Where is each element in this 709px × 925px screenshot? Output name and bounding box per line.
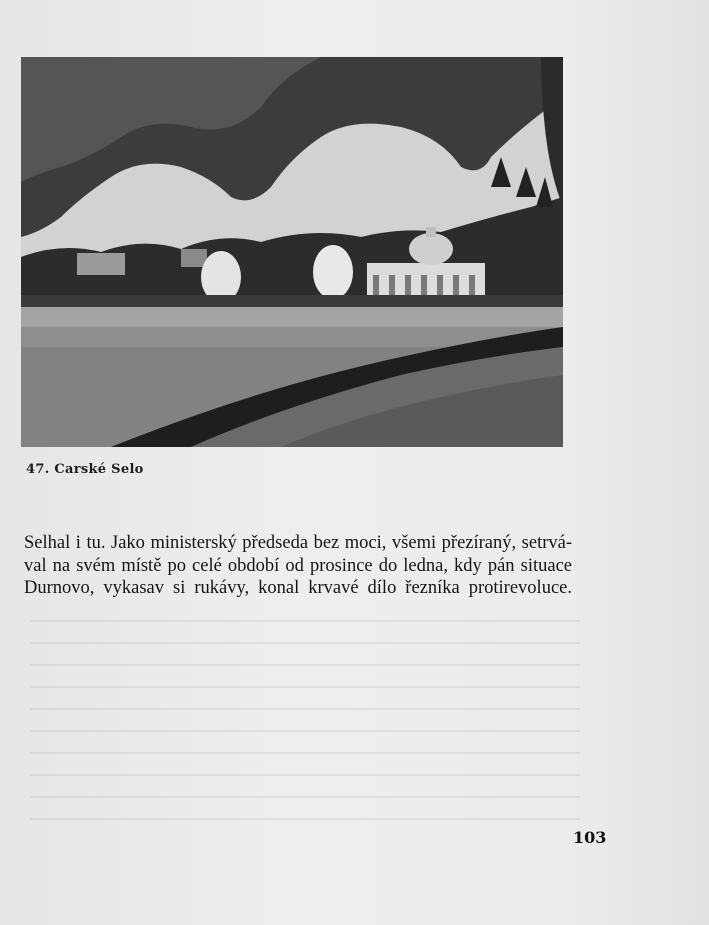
text-line: Durnovo, vykasav si rukávy, konal krvavé dílo řezníka protirevoluce.	[24, 578, 572, 598]
text-line: val na svém místě po celé období od prosince do ledna, kdy pán situace	[24, 555, 572, 576]
figure-caption: 47. Carské Selo	[26, 462, 144, 477]
page-number: 103	[573, 828, 607, 847]
show-through-text	[30, 620, 580, 820]
text-line: Selhal i tu. Jako ministerský předseda bez moci, všemi přezíraný, setrvá-	[24, 533, 572, 553]
body-paragraph	[24, 532, 572, 600]
photograph-carske-selo	[21, 57, 563, 447]
